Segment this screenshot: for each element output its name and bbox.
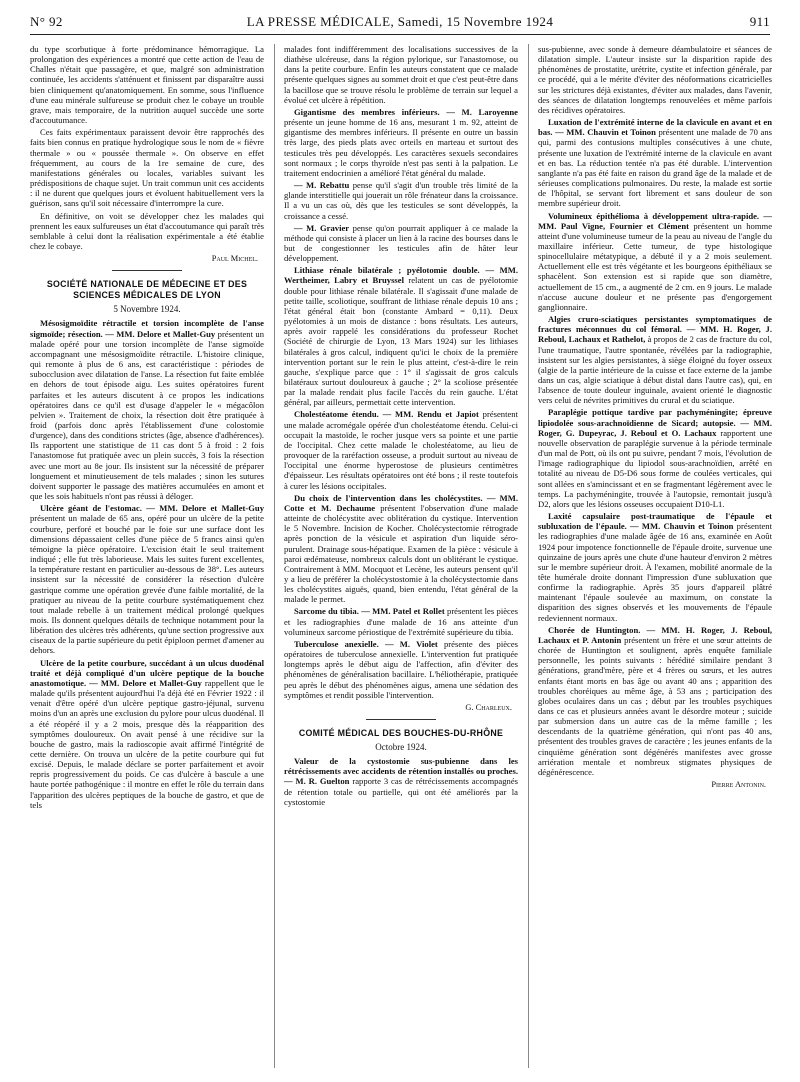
abstract-heading: Mésosigmoïdite rétractile et torsion incomplète de l'anse sigmoïde; résection. — MM. Delore et Mallet-Guy (30, 318, 264, 339)
paragraph: sus-pubienne, avec sonde à demeure déambulatoire et séances de dilatation simple. L'auteur insiste sur la disparition rapide des phénomènes de prostatite, urétrite, cystite et infection générale, par ce procédé, qui a le mérite d'éviter des néoformations cicatricielles sur les strictures déjà existantes, d'éviter aux malades, dans l'avenir, des séances de dilatation longtemps renouvelées et même parfois des récidives opératoires. (538, 44, 772, 115)
abstract (284, 606, 518, 636)
column-2 (284, 44, 518, 809)
author-signature: Paul Michel. (211, 254, 258, 264)
journal-title: LA PRESSE MÉDICALE, Samedi, 15 Novembre 1924 (246, 14, 554, 29)
abstract-heading: Lithiase rénale bilatérale ; pyélotomie double. — MM. Wertheimer, Labry et Bruyssel (284, 265, 518, 286)
abstract-body: présentent un malade opéré pour une torsion incomplète de l'anse sigmoïde accompagnant une mésosigmoïdite rétractile. L'histoire clinique, qui remonte à plus de 6 ans, est caractéristique : périodes de subocclusion avec dilatation de l'anse. La résection fut faite emblée en dehors de tout épisode aigu. Les suites opératoires furent parfaites et les auteurs discutent à ce propos les indications opératoires dans ce qu'il est d'usage d'appeler le « mégacôlon pelvien ». Traitement de choix, la résection doit être pratiquée à froid (parfois donc après l'établissement d'une colostomie d'urgence), dans des conditions strictes (âge, absence d'adhérences). Ils rapportent une statistique de 11 cas dont 5 à froid : 2 fois l'anastomose fut pratiquée avec un plein succès, 3 fois la résection avec une mort au 8e jour. Ils insistent sur la nécessité de préparer longuement et minutieusement de tels malades ; sinon les sutures doivent supporter le passage des matières accumulées en amont et que les sois habituels n'ont pas réussi à déloger. (30, 328, 264, 502)
author-signature: Pierre Antonin. (711, 780, 766, 790)
abstract-body: présentent un frère et une sœur atteints de chorée de Huntington et soulignent, après enquête familiale personnelle, les points suivants : hérédité similaire pendant 3 générations, grand'mère, père et 4 frères ou sœurs, et les autres enfants étant morts en bas âge ou avant 40 ans ; apparition des troubles choréiques au même âge, à 53 ans ; participation des globes oculaires dans un cas ; début par les troubles psychiques dans ce cas et plusieurs années avant le désordre moteur ; suicide par submersion dans un autre cas de la même famille ; les descendants de la quatrième génération, qui n'ont pas 40 ans, présentent des troubles graves de caractère ; les jeunes enfants de la cinquième génération sont dégénérés manifestes avec grosse arriération mentale et nombreux stigmates physiques de dégénérescence. (538, 634, 772, 777)
abstract-body: présentent un malade de 65 ans, opéré pour un ulcère de la petite courbure, perforé et bouché par le foie sur une surface dont les dimensions dépassaient celles d'une pièce de 5 francs ainsi qu'en témoigne la pièce opératoire. L'excision était le seul traitement indiqué ; elle fut très laborieuse. Mais les suites furent excellentes, la température restant en particulier au-dessous de 38°. Les auteurs insistent sur la nécessité de considérer la résection d'ulcère gastrique comme une opération grevée d'une faible mortalité, de la pratiquer au niveau de la petite courbure systématiquement chez tout malade rebelle à un traitement médical prolongé quelques mois. Ils donnent quelques détails de technique notamment pour la libération des ulcères très adhérents, qu'une section progressive aux ciseaux de la partie supérieure du petit épiploon permet d'amener au dehors. (30, 513, 264, 656)
abstract-heading: Laxité capsulaire post-traumatique de l'épaule et subluxation de l'épaule. — MM. Chauvin et Toinon (538, 511, 772, 532)
column-divider (528, 44, 529, 1068)
abstract (284, 409, 518, 490)
abstract-body: présentent les radiographies d'une malade âgée de 16 ans, examinée en Août 1924 pour impotence fonctionnelle de l'épaule droite, survenue une quinzaine de jours après une chute d'une hauteur d'environ 2 mètres sur le membre supérieur droit. À l'examen, mobilité anormale de la tête humérale droite donnant l'impression d'une subluxation que confirme la radiographie. Après 35 jours d'appareil plâtré maintenant l'épaule soulevée au maximum, on constate la disparition des signes observés et les mouvements de l'épaule redeviennent normaux. (538, 521, 772, 623)
abstract-heading: Algies cruro-sciatiques persistantes symptomatiques de fractures méconnues du col fémoral. — MM. H. Roger, J. Reboul, Lachaux et Rathelot, (538, 314, 772, 345)
abstract-body: à propos de 2 cas de fracture du col, l'une traumatique, l'autre spontanée, révélées par la radiographie, insistent sur les algies persistantes, à siège éloigné du foyer osseux (algie de la partie intérieure de la cuisse et face externe de la jambe dans un cas, algie sciatique à début distal dans l'autre cas), qui, en l'absence de toute douleur inguinale, avaient orienté le diagnostic vers celui de névrites primitives du crural et du sciatique. (538, 334, 772, 406)
author-signature: G. Charleux. (465, 702, 512, 712)
abstract-heading: Ulcère géant de l'estomac. — MM. Delore et Mallet-Guy (40, 503, 264, 514)
abstract-heading: Gigantisme des membres inférieurs. — M. Laroyenne (294, 106, 518, 117)
session-date: 5 Novembre 1924. (113, 304, 181, 315)
abstract (284, 639, 518, 700)
abstract-heading: Luxation de l'extrémité interne de la clavicule en avant et en bas. — MM. Chauvin et Toinon (538, 117, 772, 138)
abstract-heading: Sarcome du tibia. — MM. Patel et Rollet (294, 606, 445, 617)
abstract-body: présente des pièces opératoires de tuberculose annexielle. L'intervention fut pratiquée longtemps après le début aigu de l'affection, afin d'éviter des phénomènes de généralisation bacillaire. L'héliothérapie, pratiquée peu après le début des phénomènes aigus, amena une sédation des symptômes et rendit possible l'intervention. (284, 638, 519, 700)
issue-number: N° 92 (30, 14, 63, 29)
running-header (30, 14, 770, 32)
abstract-body: présentent une malade de 70 ans qui, parmi des contusions multiples consécutives à une chute, présente une luxation de l'extrémité interne de la clavicule en avant et en bas. La réduction tentée n'a pas été durable. L'intervention sanglante n'a pas été faite en raison du grand âge de la malade et de sérieuses complications pulmonaires. Du reste, la malade est sortie de l'hôpital, se servant fort librement et sans douleur de son membre supérieur droit. (538, 127, 772, 209)
section-rule (366, 719, 436, 720)
column-3 (538, 44, 772, 794)
abstract-heading: Volumineux épithélioma à développement ultra-rapide. — MM. Paul Vigne, Fournier et Clément (538, 210, 772, 231)
society-heading: COMITÉ MÉDICAL DES BOUCHES-DU-RHÔNE (298, 728, 504, 738)
abstract-heading: Chorée de Huntington. — MM. H. Roger, J. Reboul, Lachaux et P. Antonin (538, 624, 772, 645)
abstract-heading: Valeur de la cystostomie sus-pubienne dans les rétrécissements avec accidents de rétention installés ou proches. — M. R. Guelton (284, 756, 518, 787)
header-rule (30, 34, 770, 35)
abstract (30, 658, 264, 810)
abstract-body: présente un jeune homme de 16 ans, mesurant 1 m. 92, atteint de gigantisme des membres inférieurs. Il présente en outre un bassin très large, des pieds plats avec orteils en marteau et surtout des testicules très peu développés. Les caractères sexuels secondaires sont normaux ; le corps thyroïde n'est pas senti à la palpation. Le traitement endocrinien a amélioré l'état général du malade. (284, 117, 518, 178)
paragraph: En définitive, on voit se développer chez les malades qui prennent les eaux sulfureuses un état d'accoutumance qui paraît très semblable à celui dont la réalisation expérimentale a été établie chez le cobaye. (30, 210, 264, 251)
abstract-body: présentent les pièces et les radiographies d'une malade de 16 ans atteinte d'un volumineux sarcome périostique de l'extrémité supérieure du tibia. (284, 606, 518, 637)
abstract (284, 180, 518, 221)
abstract-body: rapporte 3 cas de rétrécissements accompagnés de rétention totale ou partielle, qui ont été améliorés par la cystostomie (284, 776, 519, 807)
abstract-heading: Ulcère de la petite courbure, succédant à un ulcus duodénal traité et déjà compliqué d'un ulcère peptique de la bouche anastomotique. — MM. Delore et Mallet-Guy (30, 657, 264, 688)
abstract (284, 493, 518, 605)
abstract-heading: Du choix de l'intervention dans les cholécystites. — MM. Cotte et M. Dechaume (284, 492, 518, 513)
abstract-body: pense qu'il s'agit d'un trouble très limité de la glande interstitielle qui jouerait un rôle frénateur dans la croissance. Il a vu un cas où, dès que les testicules se sont développés, la croissance a cessé. (284, 180, 518, 221)
abstract-heading: Tuberculose anexielle. — M. Violet (294, 638, 438, 649)
abstract (538, 314, 772, 405)
abstract-body: présentent l'observation d'une malade atteinte de cholécystite avec oblitération du cystique. Intervention le 5 Novembre. Incision de Kocher. Cholécystectomie rétrograde après ponction de la vésicule et aspiration d'un liquide séro-purulent. Drainage sous-hépatique. Examen de la pièce : vésicule à paroi œdémateuse, nombreux calculs dont un oblitérant le cystique. Contrairement à MM. Mocquot et Lecène, les auteurs pensent qu'il y a lieu de préférer la cholécystostomie à la cholécystectomie dans les cholécystites aiguës, quand, bien entendu, l'état général de la malade le permet. (284, 502, 518, 605)
abstract-heading: Cholestéatome étendu. — MM. Rendu et Japiot (294, 409, 479, 420)
abstract (538, 625, 772, 777)
abstract (30, 318, 264, 501)
page-number: 911 (749, 14, 770, 29)
abstract (284, 223, 518, 264)
abstract (538, 117, 772, 208)
abstract-body: pense qu'on pourrait appliquer à ce malade la méthode qui consiste à placer un lien à la racine des bourses dans le but de congestionner les testicules afin de hâter leur développement. (284, 222, 518, 264)
session-date: Octobre 1924. (375, 742, 427, 752)
abstract-body: relatent un cas de pyélotomie double pour lithiase rénale bilatérale. Il s'agissait d'une malade de petite taille, scoliotique, souffrant de lithiase rénale depuis 10 ans ; l'état général était bon (constante Ambard = 0,11). Deux pyélotomies à un mois de distance : bons résultats. Les auteurs, après avoir rappelé les considérations du professeur Rochet (Société de chirurgie de Lyon, 13 Mars 1924) sur les lithiases bilatérales à gros calcul, indiquent qu'ici le choix de la première intervention portant sur le rein le plus atteint, c'est-à-dire le rein gauche, s'explique parce que : 1° il s'agissait de gros calculs bilatéraux surtout douloureux à gauche ; 2° la scoliose présentée par la malade rendait plus facile l'accès du rein gauche. L'état général, par ailleurs, permettait cette intervention. (284, 275, 518, 408)
abstract (538, 211, 772, 313)
society-heading: SOCIÉTÉ NATIONALE DE MÉDECINE ET DES SCIENCES MÉDICALES DE LYON (46, 279, 248, 301)
abstract (284, 756, 518, 807)
section-rule (112, 270, 182, 271)
paragraph: Ces faits expérimentaux paraissent devoir être rapprochés des faits bien connus en pratique hydrologique sous le nom de « fièvre thermale » ou « poussée thermale ». On observe en effet fréquemment, au cours de la 1re semaine de cure, des manifestations générales ou locales, variables suivant les prédispositions de chaque sujet. Un trait commun unit ces accidents : il ne durent que quelques jours et évoluent habituellement vers la guérison, sans qu'il soit nécessaire d'interrompre la cure. (30, 127, 264, 209)
abstract (538, 407, 772, 509)
abstract-heading: — M. Gravier (294, 222, 350, 233)
abstract (538, 511, 772, 623)
abstract-body: présentent une malade acromégale opérée d'un cholestéatome étendu. Celui-ci occupait la mastoïde, le rocher jusque vers sa pointe et une partie de l'occipital. Chez cette malade le cholestéatome, au lieu de provoquer de la raréfaction osseuse, a produit surtout au niveau de l'occipital une énorme hyperostose de plusieurs centimètres d'épaisseur. Les résultats opératoires ont été bons ; il reste toutefois à curer les lésions occipitales. (284, 409, 518, 491)
abstract (284, 265, 518, 407)
paragraph: du type scorbutique à forte prédominance hémorragique. La prolongation des expériences a montré que cette action de l'eau de Challes n'était que passagère, et que, malgré son administration continuée, les accidents s'atténuent et finissent par disparaître aussi bien cliniquement qu'anatomiquement. En somme, sous l'influence d'une eau minérale sulfureuse se produit chez le cobaye un trouble grave, mais temporaire, de la nutrition auquel succède une sorte d'accoutumance. (30, 44, 264, 126)
abstract (284, 107, 518, 178)
abstract-body: rappellent que le malade qu'ils présentent aujourd'hui l'a déjà été en Février 1922 : il venait d'être opéré d'un ulcère peptique gastro-jéjunal, survenu moins d'un an après une exclusion du pylore pour ulcus duodénal. Il a été réopéré il y a 2 mois, presque dès la réapparition des symptômes douloureux. On avait pensé à une récidive sur la bouche de gastro, mais la radioscopie avait affirmé l'intégrité de cette dernière. On trouva un ulcère de la petite courbure qui fut excisé. Depuis, le malade déclare se porter parfaitement et avoir repris progressivement du poids. Ce cas d'ulcère à bascule a une haute portée pathogénique : il montre en effet le rôle du terrain dans l'apparition des ulcères peptiques de la bouche de gastro, et que de tels (30, 677, 265, 810)
abstract-heading: — M. Rebattu (294, 180, 350, 191)
abstract-body: rapportent une nouvelle observation de paraplégie survenue à la période terminale d'un mal de Pott, où ils ont pu suivre, pendant 7 mois, l'évolution de l'image radiographique du lipiodol sous-arachnoïdien, arrêté en totalité au niveau de D5-D6 sous forme de coulées verticales, qui sont allées en s'amincissant et en se fragmentant légèrement avec le temps. La pachyméningite, trouvée à l'autopsie, remontait jusqu'à D2, alors que les lésions osseuses occupaient D10-L1. (538, 427, 773, 509)
abstract-body: présentent un homme atteint d'une volumineuse tumeur de la peau au niveau de l'angle du maxillaire inférieur. Cette tumeur, de type histologique spinocellulaire métatypique, a débuté il y a 2 mois seulement. Actuellement elle est très végétante et les bourgeons épithéliaux se sphacèlent. Son extension est si rapide que son diamètre, actuellement de 15 cm., a augmenté de 2 cm. en 9 jours. Le malade n'accuse aucune douleur et ne présente pas d'engorgement ganglionnaire. (538, 220, 773, 312)
column-divider (274, 44, 275, 1068)
paragraph: malades font indifféremment des localisations successives de la diathèse ulcéreuse, dans la région pylorique, sur l'anastomose, ou dans la petite courbure. Enfin les auteurs constatent que ce malade présente quelques signes au sommet droit et que c'est peut-être dans la bacillose que se trouve résolu le problème de terrain sur lequel a évolué cet ulcère à répétition. (284, 44, 518, 105)
abstract (30, 503, 264, 655)
column-1 (30, 44, 264, 812)
abstract-heading: Paraplégie pottique tardive par pachyméningite; épreuve lipiodolée sous-arachnoïdienne de Sicard; autopsie. — MM. Roger, G. Dupeyrac, J. Reboul et O. Lachaux (538, 407, 772, 438)
